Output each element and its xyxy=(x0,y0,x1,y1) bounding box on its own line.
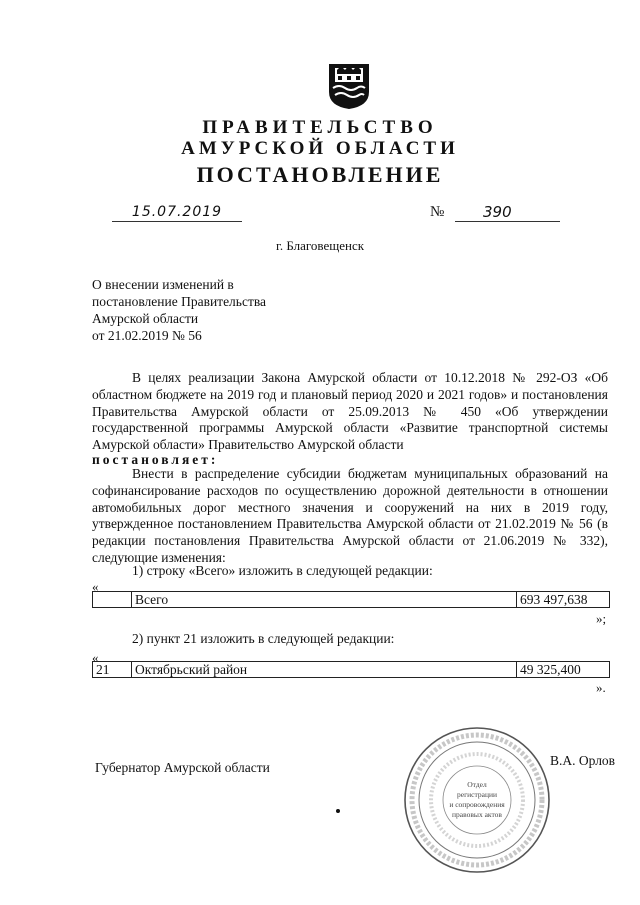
coat-of-arms-icon xyxy=(327,62,371,110)
seal-line: и сопровождения xyxy=(449,800,505,809)
item-1-text: 1) строку «Всего» изложить в следующей редакции: xyxy=(132,563,433,578)
government-title: ПРАВИТЕЛЬСТВО xyxy=(202,117,438,138)
cell-value: 693 497,638 xyxy=(517,592,610,608)
intro-paragraph: Внести в распределение субсидии бюджетам муниципальных образований на софинансирование расходов по осуществлению дорожной деятельности в отношении автомобильных дорог местного значения и сооружений на них в 2019 году, утвержденное постановлением Правительства Амурской области от 21.02.2019 № 56 (в редакции постановления Правительства Амурской области от 21.06.2019 № 332), следующие изменения: xyxy=(92,466,608,565)
cell-number: 21 xyxy=(93,662,132,678)
seal-line: регистрации xyxy=(457,790,497,799)
table-total xyxy=(92,591,610,608)
document-number: 390 xyxy=(455,203,560,222)
seal-line: правовых актов xyxy=(452,810,502,819)
quote-close: ». xyxy=(596,680,606,695)
item-2-text: 2) пункт 21 изложить в следующей редакции: xyxy=(132,631,395,646)
quote-open: « xyxy=(92,579,99,594)
subject-line: постановление Правительства xyxy=(92,294,267,309)
table-item-21 xyxy=(92,661,610,678)
subject-line: О внесении изменений в xyxy=(92,277,234,292)
number-label: № xyxy=(430,204,445,220)
table-row xyxy=(93,592,610,608)
city: г. Благовещенск xyxy=(275,238,365,253)
subject-line: Амурской области xyxy=(92,311,199,326)
quote-open: « xyxy=(92,650,99,665)
official-seal xyxy=(402,725,552,875)
cell-value: 49 325,400 xyxy=(517,662,610,678)
cell-name: Октябрьский район xyxy=(132,662,517,678)
quote-close: »; xyxy=(596,611,607,626)
region-title: АМУРСКОЙ ОБЛАСТИ xyxy=(181,138,459,159)
seal-line: Отдел xyxy=(467,780,487,789)
cell-number xyxy=(93,592,132,608)
preamble-paragraph: В целях реализации Закона Амурской области от 10.12.2018 № 292-ОЗ «Об областном бюджете на 2019 год и плановый период 2020 и 2021 годов» и постановления Правительства Амурской области от 25.09.2013 № 450 «Об утверждении государственной программы Амурской области «Развитие транспортной системы Амурской области» Правительство Амурской области xyxy=(92,370,608,453)
resolves-keyword: постановляет: xyxy=(92,452,219,467)
cell-name: Всего xyxy=(132,592,517,608)
ink-dot xyxy=(336,809,340,813)
signatory-position: Губернатор Амурской области xyxy=(95,760,270,775)
document-type: ПОСТАНОВЛЕНИЕ xyxy=(196,162,444,187)
document-date: 15.07.2019 xyxy=(112,204,242,222)
signatory-name: В.А. Орлов xyxy=(550,753,616,768)
subject-line: от 21.02.2019 № 56 xyxy=(92,328,202,343)
table-row xyxy=(93,662,610,678)
